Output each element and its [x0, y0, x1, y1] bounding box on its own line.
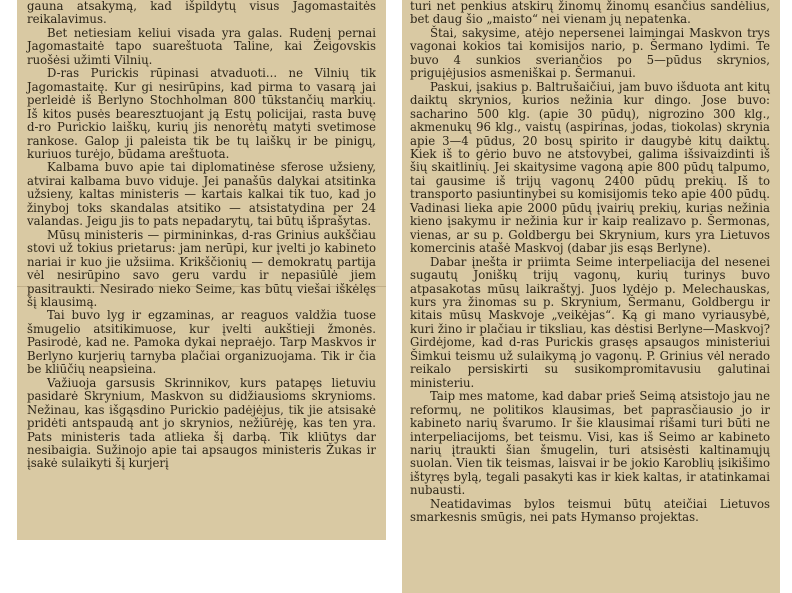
article-paragraph: Taip mes matome, kad dabar prieš Seimą atsistojo jau ne reformų, ne politikos klausimas, bet paprasčiausio jo ir kabineto narių švarumo. Ir šie klausimai rišami turi būti ne interpeliacijoms, bet teismu. Visi, kas iš Seimo ar kabineto narių įtraukti šian šmugelin, turi atsisėsti kaltinamųjų suolan. Vien tik teismas, laisvai ir be jokio Karoblių įsikišimo ištyręs bylą, tegali pasakyti kas ir kiek kaltas, ir atatinkamai nubausti.	[410, 389, 770, 498]
article-paragraph: Paskui, įsakius p. Baltrušaičiui, jam buvo išduota ant kitų daiktų skrynios, kurios nežinia kur dingo. Jose buvo: sacharino 500 klg. (apie 30 pūdų), nigrozino 300 klg., akmenukų 96 klg., vaistų (aspirinas, jodas, tiokolas) skrynia apie 3—4 pūdus, 20 bosų spirito ir daugybė kitų daiktų. Kiek iš to gėrio buvo ne atstovybei, galima išsivaizdinti iš šių skaitlinių. Jei skaitysime vagoną apie 800 pūdų talpumo, tai gausime iš trijų vagonų 2400 pūdų prekių. Iš to transporto pasiuntinybei su komisijomis teko apie 400 pūdų. Vadinasi lieka apie 2000 pūdų įvairių prekių, kurias nežinia kieno įsakymu ir nežinia kur ir kaip realizavo p. Šermonas, vienas, ar su p. Goldbergu bei Skrynium, kurs yra Lietuvos komercinis atašė Maskvoj (dabar jis esąs Berlyne).	[410, 79, 770, 256]
paper-fold-line	[17, 286, 386, 287]
article-paragraph: Kalbama buvo apie tai diplomatinėse sferose užsieny, atvirai kalbama buvo viduje. Jei panašūs dalykai atsitinka užsieny, kaltas ministeris — kartais kalkai tik tuo, kad jo žinyboj toks skandalas atsitiko — atsistatydina per 24 valandas. Jeigu jis to pats nepadarytų, tai būtų išprašytas.	[27, 160, 376, 229]
newspaper-clipping-right	[402, 0, 780, 593]
article-paragraph: Štai, sakysime, atėjo nepersenei laimingai Maskvon trys vagonai kokios tai komisijos nario, p. Šermano lydimi. Te buvo 4 sunkios sveriančios po 5—pūdus skrynios, priguįėjusios asmeniškai p. Šermanui.	[410, 25, 770, 81]
newspaper-clipping-left	[17, 0, 386, 540]
article-paragraph: gauna atsakymą, kad išpildytų visus Jagomastaitės reikalavimus.	[27, 0, 376, 27]
article-paragraph: turi net penkius atskirų žinomų žinomų esančius sandėlius, bet daug šio „maisto“ nei vienam jų nepatenka.	[410, 0, 770, 27]
article-paragraph: Važiuoja garsusis Skrinnikov, kurs patapęs lietuviu pasidarė Skrynium, Maskvon su didžiausioms skrynioms. Nežinau, kas išgąsdino Purickio padėjėjus, tik jie atsisakė pridėti antspaudą ant jo skrynios, nežiūrėję, kas ten yra. Pats ministeris tada atlieka šį darbą. Tik kliūtys dar nesibaigia. Sužinojo apie tai apsaugos ministeris Žukas ir įsakė sulaikyti šį kurjerį	[27, 375, 376, 471]
article-paragraph: Tai buvo lyg ir egzaminas, ar reaguos valdžia tuose šmugelio atsitikimuose, kur įvelti aukštieji žmonės. Pasirodė, kad ne. Pamoka dykai nepraėjo. Tarp Maskvos ir Berlyno kurjerių tarnyba plačiai organizuojama. Tik ir čia be kliūčių neapsieina.	[27, 308, 376, 377]
article-paragraph: D-ras Purickis rūpinasi atvaduoti... ne Vilnių tik Jagomastaitę. Kur gi nesirūpins, kad pirma to vasarą jai perleidė iš Berlyno Stochholman 800 tūkstančių markių. Iš kitos pusės bearesztuojant ją Estų policijai, rasta buvę d-ro Purickio laiškų, kurių jis nenorėtų matyti svetimose rankose. Galop ji paleista tik be tų laiškų ir be pinigų, kuriuos turėjo, būdama areštuota.	[27, 66, 376, 161]
article-paragraph: Mūsų ministeris — pirmininkas, d-ras Grinius aukščiau stovi už tokius prietarus: jam nerūpi, kur įvelti jo kabineto nariai ir kuo jie užsiima. Krikščionių — demokratų partija vėl nesirūpino savo geru vardu ir nepasiūlė jiem pasitraukti. Nesirado nieko Seime, kas būtų viešai iškėlęs šį klausimą.	[27, 227, 376, 309]
article-paragraph: Bet netiesiam keliui visada yra galas. Rudenį pernai Jagomastaitė tapo suareštuota Taline, kai Žeigovskis ruošėsi užimti Vilnių.	[27, 25, 376, 67]
article-paragraph: Dabar įnešta ir priimta Seime interpeliacija del nesenei sugautų Joniškų trijų vagonų, kurių turinys buvo atpasakotas mūsų laikraštyj. Juos lydėjo p. Melechauskas, kurs yra žinomas su p. Skrynium, Šermanu, Goldbergu ir kitais mūsų Maskvoje „veikėjas“. Ką gi mano vyriausybė, kuri žino ir plačiau ir tiksliau, kas dėstisi Berlyne—Maskvoj? Girdėjome, kad d-ras Purickis grasęs apsaugos ministeriui Šimkui teismu už sulaikymą jo vagonų. P. Grinius vėl nerado reikalo persiskirti su susikompromitavusiu galutinai ministeriu.	[410, 254, 770, 390]
article-paragraph: Neatidavimas bylos teismui būtų ateičiai Lietuvos smarkesnis smūgis, nei pats Hymanso projektas.	[410, 496, 770, 525]
